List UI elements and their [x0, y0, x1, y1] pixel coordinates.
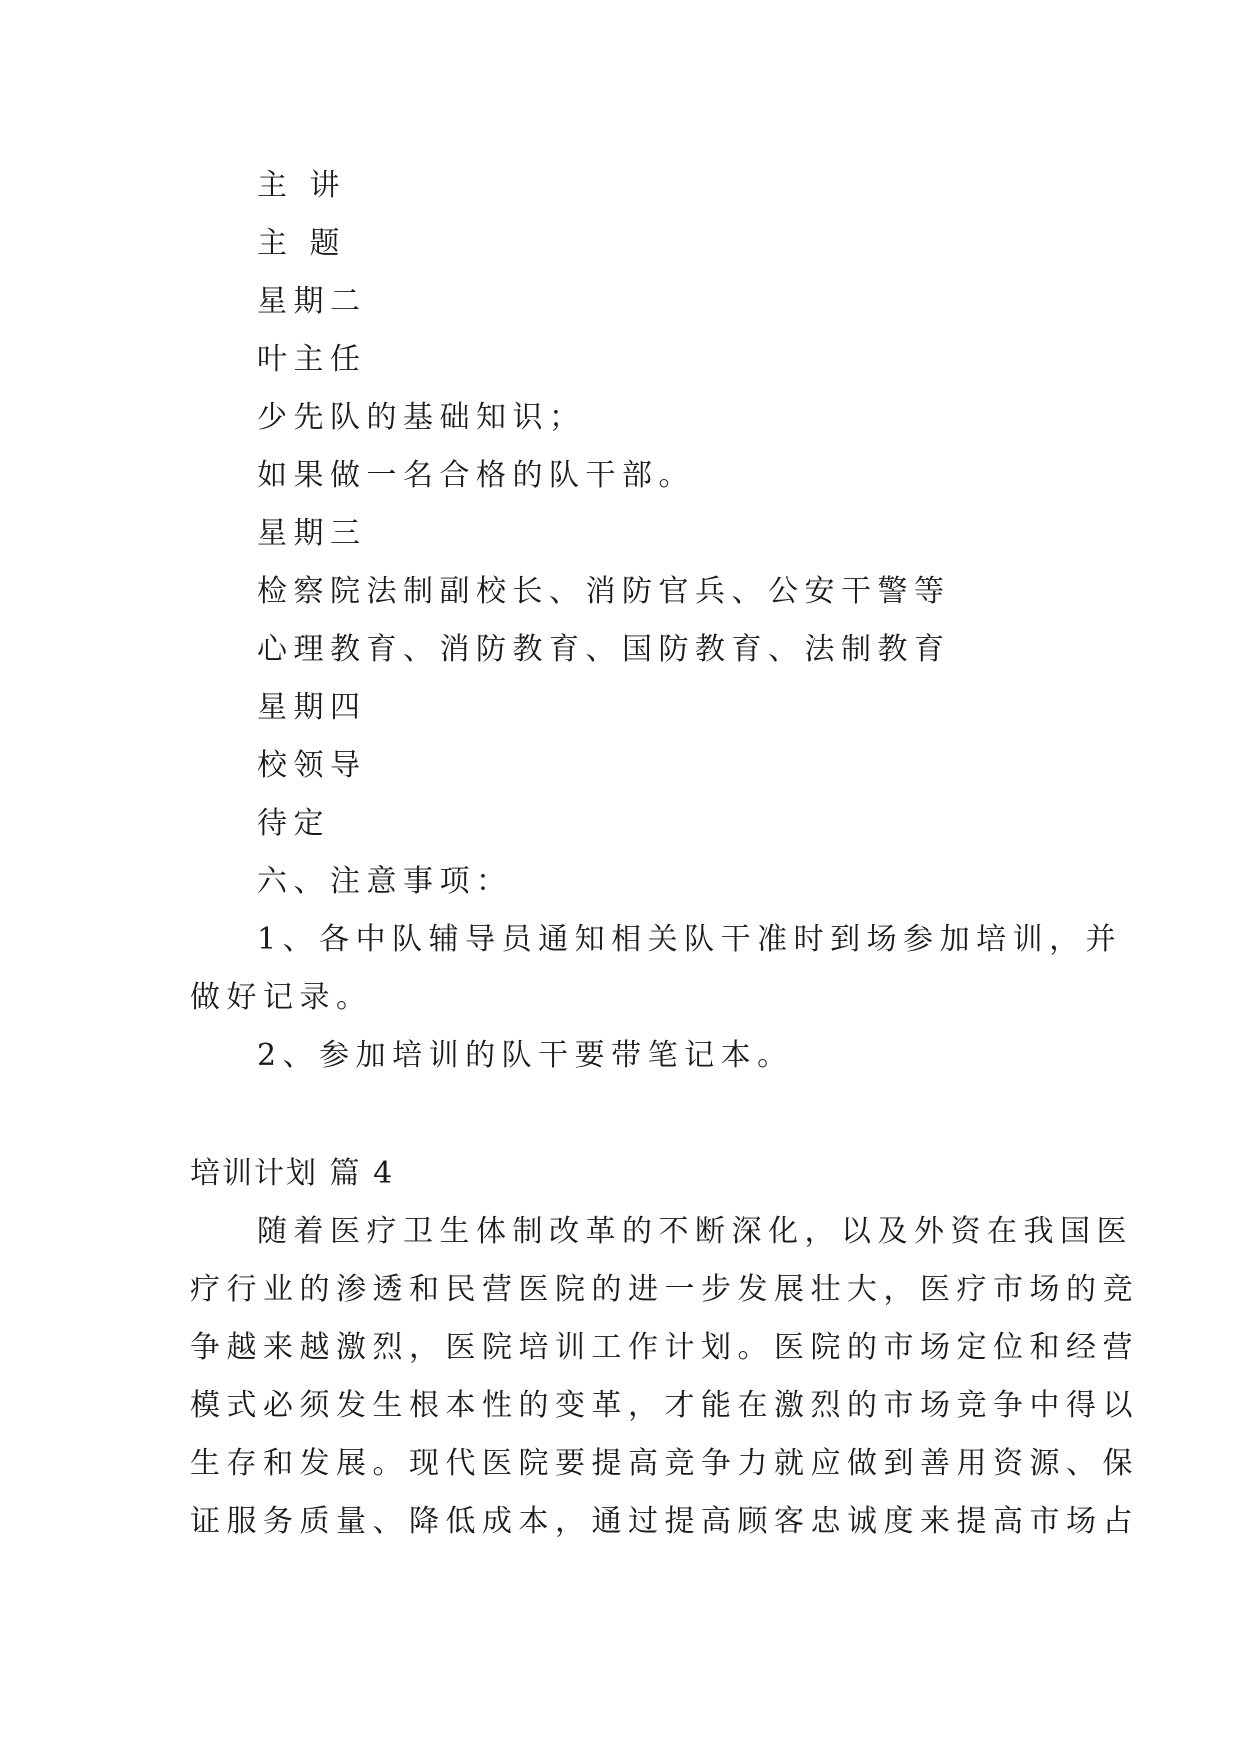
note-item-2: 2、参加培训的队干要带笔记本。	[257, 1038, 794, 1073]
label-speaker: 主 讲	[257, 168, 347, 203]
paragraph-line: 疗行业的渗透和民营医院的进一步发展壮大，医疗市场的竞	[190, 1272, 1139, 1307]
paragraph-line: 随着医疗卫生体制改革的不断深化，以及外资在我国医	[257, 1214, 1133, 1249]
paragraph-line: 争越来越激烈，医院培训工作计划。医院的市场定位和经营	[190, 1330, 1139, 1365]
day-wednesday: 星期三	[257, 516, 367, 551]
topic-wednesday: 心理教育、消防教育、国防教育、法制教育	[257, 632, 951, 667]
paragraph-line: 生存和发展。现代医院要提高竞争力就应做到善用资源、保	[190, 1446, 1139, 1481]
label-topic: 主 题	[257, 226, 347, 261]
paragraph-line: 模式必须发生根本性的变革，才能在激烈的市场竞争中得以	[190, 1388, 1139, 1423]
speaker-tuesday: 叶主任	[257, 342, 367, 377]
note-item-1-line-1: 1、各中队辅导员通知相关队干准时到场参加培训，并	[257, 922, 1123, 957]
topic-thursday: 待定	[257, 806, 330, 841]
speaker-thursday: 校领导	[257, 748, 367, 783]
topic-tuesday-2: 如果做一名合格的队干部。	[257, 458, 695, 493]
speaker-wednesday: 检察院法制副校长、消防官兵、公安干警等	[257, 574, 951, 609]
day-tuesday: 星期二	[257, 284, 367, 319]
topic-tuesday-1: 少先队的基础知识；	[257, 400, 586, 435]
note-item-1-line-2: 做好记录。	[190, 980, 373, 1015]
notes-heading: 六、注意事项：	[257, 864, 513, 899]
day-thursday: 星期四	[257, 690, 367, 725]
paragraph-line: 证服务质量、降低成本，通过提高顾客忠诚度来提高市场占	[190, 1504, 1139, 1539]
section-title: 培训计划 篇 4	[190, 1156, 395, 1191]
